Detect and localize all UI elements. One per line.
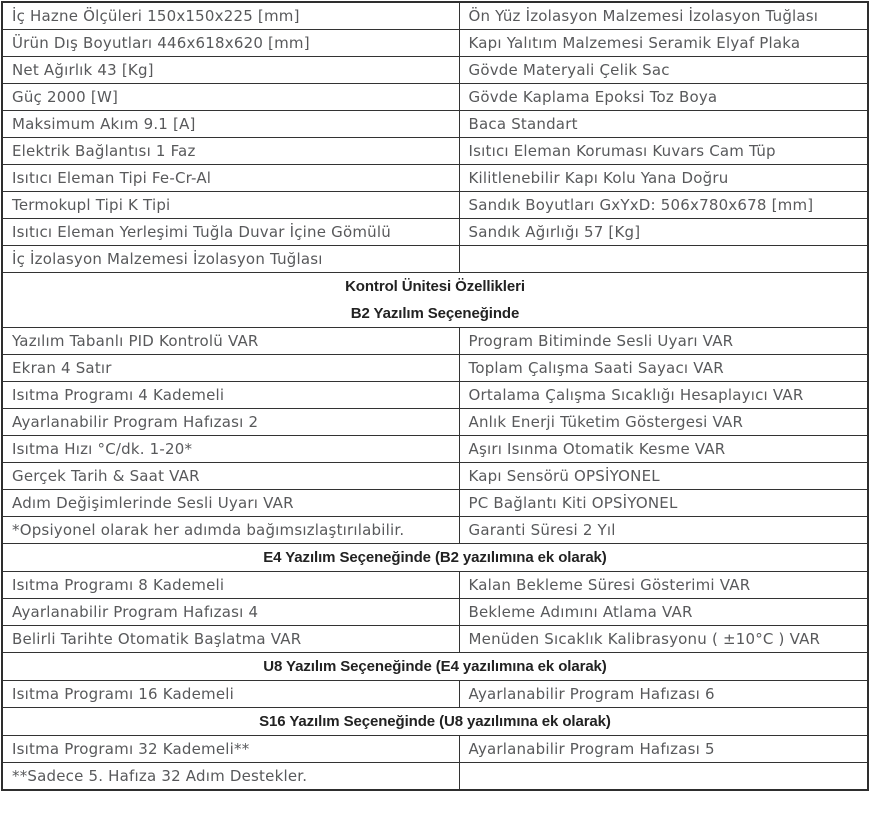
spec-cell-right: Sandık Ağırlığı 57 [Kg] [459, 219, 868, 246]
table-row [2, 382, 868, 409]
table-row [2, 517, 868, 544]
table-row [2, 355, 868, 382]
spec-table [1, 1, 869, 791]
spec-cell-left: Isıtma Hızı °C/dk. 1-20* [2, 436, 459, 463]
spec-cell-left: İç Hazne Ölçüleri 150x150x225 [mm] [2, 2, 459, 30]
spec-cell-right: Anlık Enerji Tüketim Göstergesi VAR [459, 409, 868, 436]
spec-cell-right: Ayarlanabilir Program Hafızası 5 [459, 736, 868, 763]
spec-cell-left: Ürün Dış Boyutları 446x618x620 [mm] [2, 30, 459, 57]
spec-cell-right: Gövde Kaplama Epoksi Toz Boya [459, 84, 868, 111]
spec-cell-left: Elektrik Bağlantısı 1 Faz [2, 138, 459, 165]
table-row [2, 490, 868, 517]
spec-cell-left: Isıtma Programı 8 Kademeli [2, 572, 459, 599]
table-row [2, 138, 868, 165]
table-row [2, 165, 868, 192]
spec-cell-left: Adım Değişimlerinde Sesli Uyarı VAR [2, 490, 459, 517]
table-row [2, 111, 868, 138]
spec-cell-right: Ön Yüz İzolasyon Malzemesi İzolasyon Tuğlası [459, 2, 868, 30]
spec-cell-left: Maksimum Akım 9.1 [A] [2, 111, 459, 138]
section-header-line: S16 Yazılım Seçeneğinde (U8 yazılımına ek olarak) [259, 713, 611, 730]
section-header [2, 708, 868, 736]
table-row [2, 30, 868, 57]
table-row [2, 192, 868, 219]
spec-cell-right: Ortalama Çalışma Sıcaklığı Hesaplayıcı VAR [459, 382, 868, 409]
spec-cell-right: Kapı Sensörü OPSİYONEL [459, 463, 868, 490]
section-header [2, 653, 868, 681]
section-header-line: Kontrol Ünitesi Özellikleri [345, 278, 525, 295]
spec-cell-left: Isıtma Programı 32 Kademeli** [2, 736, 459, 763]
spec-cell-right [459, 246, 868, 273]
spec-cell-right: Kalan Bekleme Süresi Gösterimi VAR [459, 572, 868, 599]
spec-cell-left: Isıtıcı Eleman Yerleşimi Tuğla Duvar İçine Gömülü [2, 219, 459, 246]
spec-cell-left: Belirli Tarihte Otomatik Başlatma VAR [2, 626, 459, 653]
table-row [2, 463, 868, 490]
spec-cell-right: Aşırı Isınma Otomatik Kesme VAR [459, 436, 868, 463]
table-row [2, 246, 868, 273]
section-header [2, 544, 868, 572]
table-row [2, 57, 868, 84]
spec-cell-right: PC Bağlantı Kiti OPSİYONEL [459, 490, 868, 517]
spec-cell-left: Ayarlanabilir Program Hafızası 4 [2, 599, 459, 626]
spec-cell-right: Baca Standart [459, 111, 868, 138]
table-row [2, 626, 868, 653]
table-row [2, 736, 868, 763]
spec-cell-left: Isıtma Programı 4 Kademeli [2, 382, 459, 409]
table-row [2, 219, 868, 246]
section-header-row [2, 708, 868, 736]
table-row [2, 409, 868, 436]
spec-cell-left: Isıtıcı Eleman Tipi Fe-Cr-Al [2, 165, 459, 192]
table-row [2, 328, 868, 355]
spec-cell-left: Isıtma Programı 16 Kademeli [2, 681, 459, 708]
section-header [2, 273, 868, 328]
table-row [2, 763, 868, 791]
spec-cell-right: Toplam Çalışma Saati Sayacı VAR [459, 355, 868, 382]
spec-cell-left: İç İzolasyon Malzemesi İzolasyon Tuğlası [2, 246, 459, 273]
table-row [2, 84, 868, 111]
spec-cell-right: Kapı Yalıtım Malzemesi Seramik Elyaf Plaka [459, 30, 868, 57]
section-header-line: U8 Yazılım Seçeneğinde (E4 yazılımına ek olarak) [263, 658, 607, 675]
spec-cell-left: Gerçek Tarih & Saat VAR [2, 463, 459, 490]
spec-table-body [2, 2, 868, 790]
spec-cell-right: Garanti Süresi 2 Yıl [459, 517, 868, 544]
spec-cell-right: Bekleme Adımını Atlama VAR [459, 599, 868, 626]
section-header-row [2, 653, 868, 681]
spec-cell-right: Kilitlenebilir Kapı Kolu Yana Doğru [459, 165, 868, 192]
section-header-row [2, 544, 868, 572]
table-row [2, 599, 868, 626]
spec-cell-left: Net Ağırlık 43 [Kg] [2, 57, 459, 84]
spec-cell-right: Program Bitiminde Sesli Uyarı VAR [459, 328, 868, 355]
spec-cell-left: Ayarlanabilir Program Hafızası 2 [2, 409, 459, 436]
spec-cell-left: Ekran 4 Satır [2, 355, 459, 382]
table-row [2, 572, 868, 599]
spec-cell-left: Yazılım Tabanlı PID Kontrolü VAR [2, 328, 459, 355]
spec-cell-right: Isıtıcı Eleman Koruması Kuvars Cam Tüp [459, 138, 868, 165]
spec-cell-left: Termokupl Tipi K Tipi [2, 192, 459, 219]
spec-cell-right: Gövde Materyali Çelik Sac [459, 57, 868, 84]
spec-cell-right: Menüden Sıcaklık Kalibrasyonu ( ±10°C ) VAR [459, 626, 868, 653]
table-row [2, 2, 868, 30]
table-row [2, 681, 868, 708]
section-header-line: E4 Yazılım Seçeneğinde (B2 yazılımına ek olarak) [263, 549, 607, 566]
spec-cell-left: **Sadece 5. Hafıza 32 Adım Destekler. [2, 763, 459, 791]
section-header-line: B2 Yazılım Seçeneğinde [350, 305, 520, 322]
table-row [2, 436, 868, 463]
section-header-row [2, 273, 868, 328]
spec-cell-left: Güç 2000 [W] [2, 84, 459, 111]
spec-cell-right: Sandık Boyutları GxYxD: 506x780x678 [mm] [459, 192, 868, 219]
spec-cell-right: Ayarlanabilir Program Hafızası 6 [459, 681, 868, 708]
spec-cell-left: *Opsiyonel olarak her adımda bağımsızlaştırılabilir. [2, 517, 459, 544]
spec-cell-right [459, 763, 868, 791]
